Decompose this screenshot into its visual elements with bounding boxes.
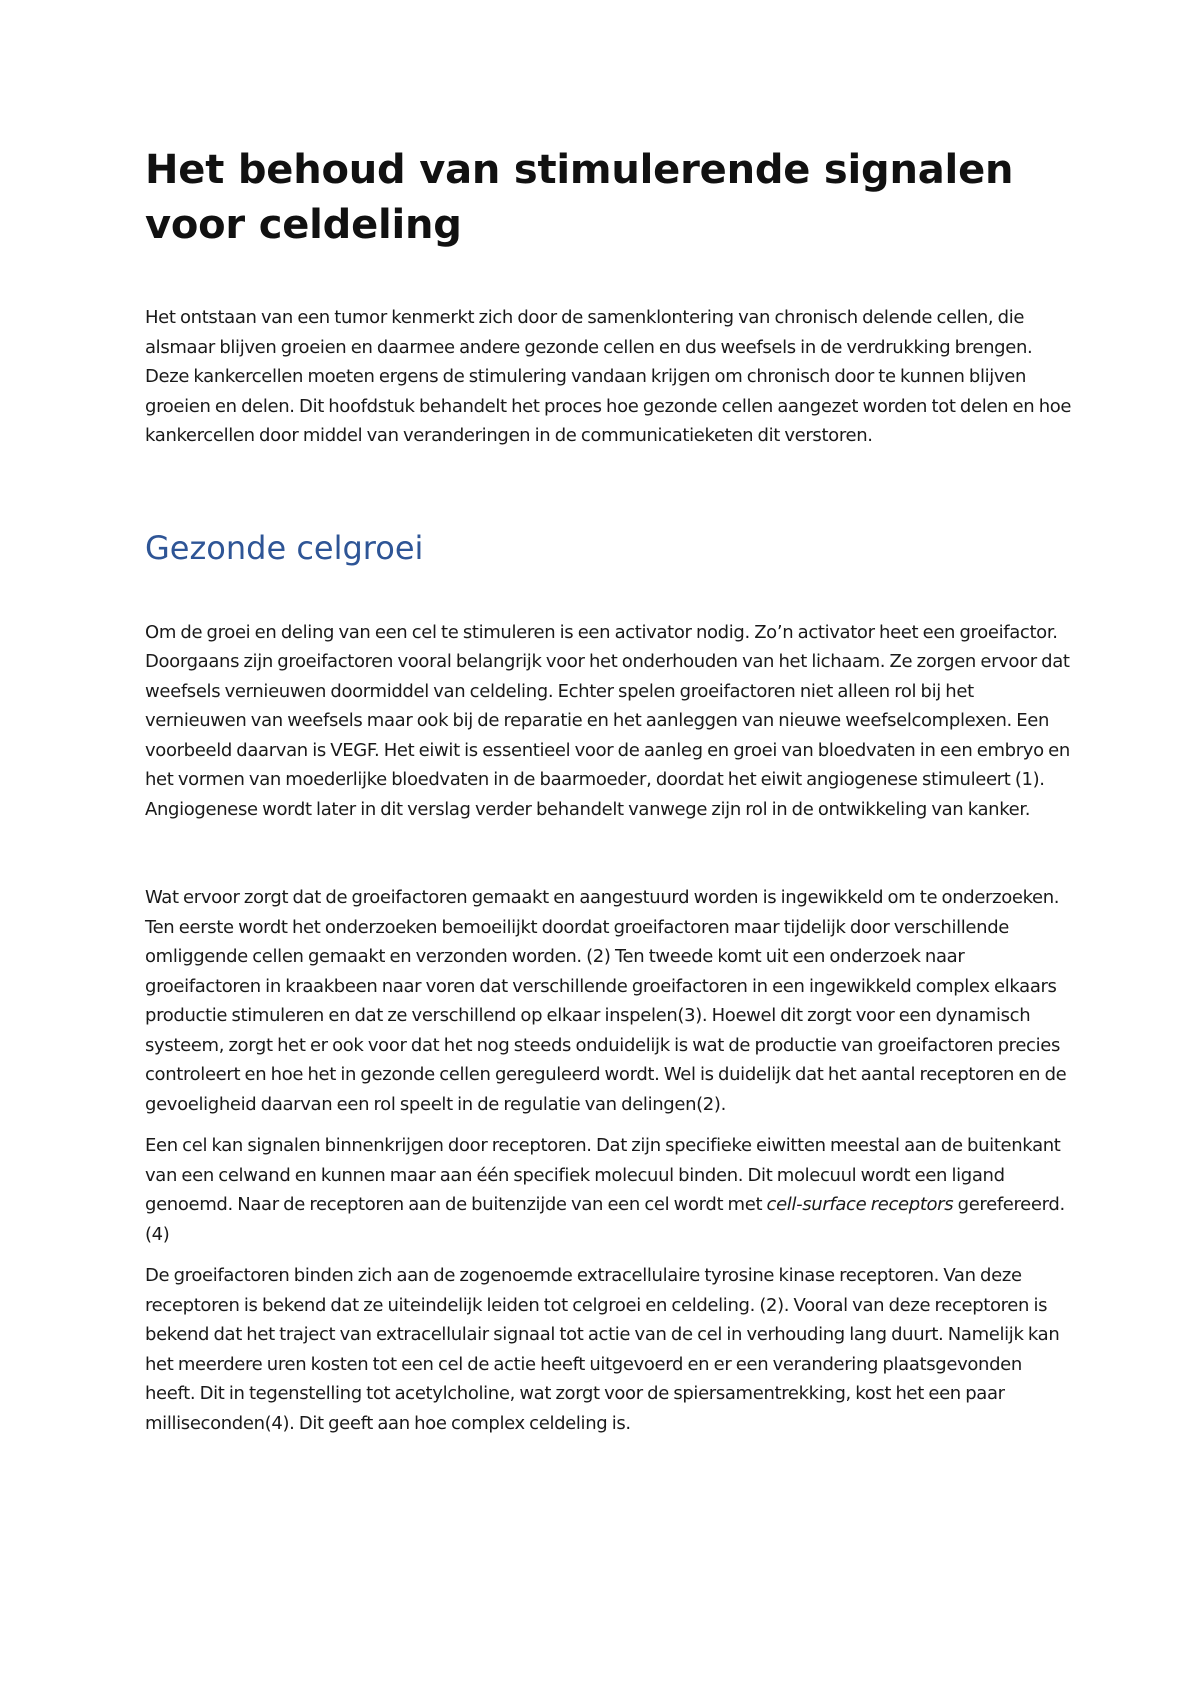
document-title: Het behoud van stimulerende signalen voor celdeling bbox=[145, 147, 1014, 248]
body-paragraph-2: Wat ervoor zorgt dat de groeifactoren gemaakt en aangestuurd worden is ingewikkeld om te onderzoeken. Ten eerste wordt het onderzoeken bemoeilijkt doordat groeifactoren maar tijdelijk door verschillende omliggende cellen gemaakt en verzonden worden. (2) Ten tweede komt uit een onderzoek naar groeifactoren in kraakbeen naar voren dat verschillende groeifactoren in een ingewikkeld complex elkaars productie stimuleren en dat ze verschillend op elkaar inspelen(3). Hoewel dit zorgt voor een dynamisch systeem, zorgt het er ook voor dat het nog steeds onduidelijk is wat de productie van groeifactoren precies controleert en hoe het in gezonde cellen gereguleerd wordt. Wel is duidelijk dat het aantal receptoren en de gevoeligheid daarvan een rol speelt in de regulatie van delingen(2). bbox=[145, 887, 1067, 1115]
body-paragraph-4: De groeifactoren binden zich aan de zogenoemde extracellulaire tyrosine kinase receptoren. Van deze receptoren is bekend dat ze uiteindelijk leiden tot celgroei en celdeling. (2). Vooral van deze receptoren is bekend dat het traject van extracellulair signaal tot actie van de cel in verhouding lang duurt. Namelijk kan het meerdere uren kosten tot een cel de actie heeft uitgevoerd en er een verandering plaatsgevonden heeft. Dit in tegenstelling tot acetylcholine, wat zorgt voor de spiersamentrekking, kost het een paar milliseconden(4). Dit geeft aan hoe complex celdeling is. bbox=[145, 1265, 1060, 1434]
document-page bbox=[145, 143, 1075, 1438]
intro-paragraph: Het ontstaan van een tumor kenmerkt zich door de samenklontering van chronisch delende cellen, die alsmaar blijven groeien en daarmee andere gezonde cellen en dus weefsels in de verdrukking brengen. Deze kankercellen moeten ergens de stimulering vandaan krijgen om chronisch door te kunnen blijven groeien en delen. Dit hoofdstuk behandelt het proces hoe gezonde cellen aangezet worden tot delen en hoe kankercellen door middel van veranderingen in de communicatieketen dit verstoren. bbox=[145, 307, 1072, 446]
body-paragraph-3 bbox=[145, 1131, 1075, 1249]
paragraph-3-text-end: gerefereerd. (4) bbox=[145, 1194, 1065, 1245]
paragraph-3-italic-term: cell-surface receptors bbox=[766, 1194, 954, 1215]
body-paragraph-1: Om de groei en deling van een cel te stimuleren is een activator nodig. Zo’n activator heet een groeifactor. Doorgaans zijn groeifactoren vooral belangrijk voor het onderhouden van het lichaam. Ze zorgen ervoor dat weefsels vernieuwen doormiddel van celdeling. Echter spelen groeifactoren niet alleen rol bij het vernieuwen van weefsels maar ook bij de reparatie en het aanleggen van nieuwe weefselcomplexen. Een voorbeeld daarvan is VEGF. Het eiwit is essentieel voor de aanleg en groei van bloedvaten in een embryo en het vormen van moederlijke bloedvaten in de baarmoeder, doordat het eiwit angiogenese stimuleert (1). Angiogenese wordt later in dit verslag verder behandelt vanwege zijn rol in de ontwikkeling van kanker. bbox=[145, 621, 1070, 820]
section-heading: Gezonde celgroei bbox=[145, 528, 424, 567]
paragraph-3-text-start: Een cel kan signalen binnenkrijgen door receptoren. Dat zijn specifieke eiwitten meestal aan de buitenkant van een celwand en kunnen maar aan één specifiek molecuul binden. Dit molecuul wordt een ligand genoemd. Naar de receptoren aan de buitenzijde van een cel wordt met bbox=[145, 1135, 1061, 1215]
